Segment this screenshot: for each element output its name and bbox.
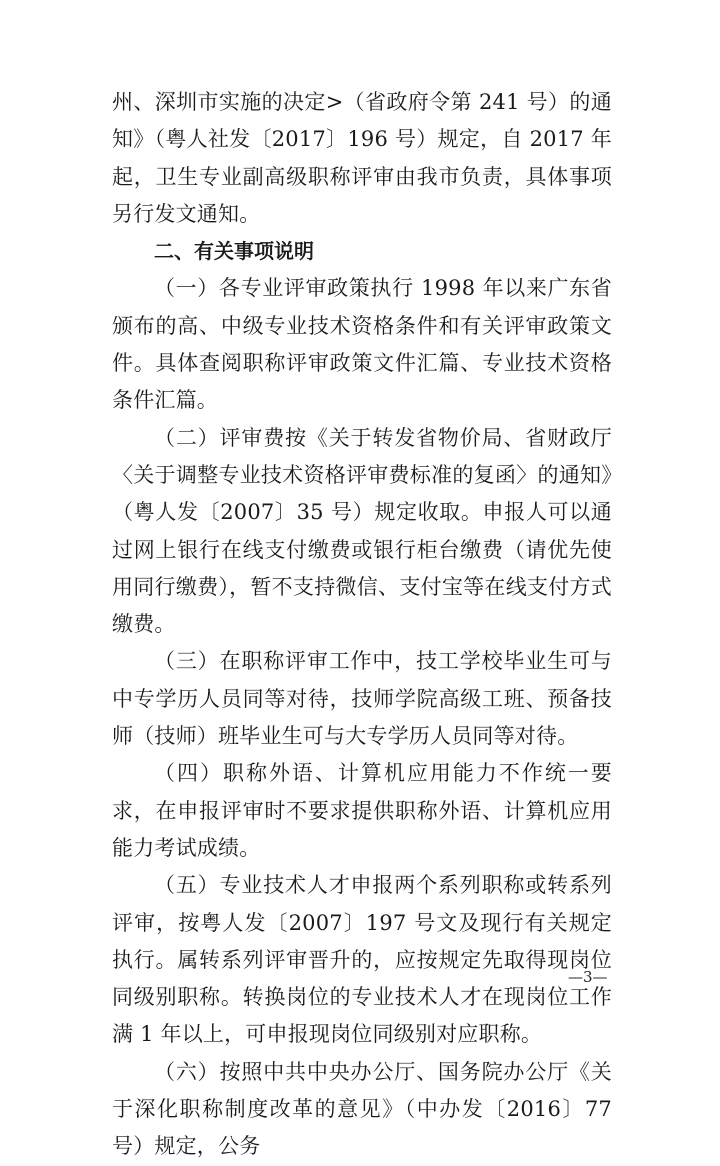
item-paragraph-4: （四）职称外语、计算机应用能力不作统一要求，在申报评审时不要求提供职称外语、计算机应用能力考试成绩。	[112, 761, 612, 860]
item-paragraph-2: （二）评审费按《关于转发省物价局、省财政厅〈关于调整专业技术资格评审费标准的复函〉的通知》（粤人发〔2007〕35 号）规定收取。申报人可以通过网上银行在线支付缴费或银行柜台缴费（请优先使用同行缴费），暂不支持微信、支付宝等在线支付方式缴费。	[112, 425, 612, 637]
item-paragraph-3: （三）在职称评审工作中，技工学校毕业生可与中专学历人员同等对待，技师学院高级工班、预备技师（技师）班毕业生可与大专学历人员同等对待。	[112, 649, 612, 749]
item-paragraph-1: （一）各专业评审政策执行 1998 年以来广东省颁布的高、中级专业技术资格条件和有关评审政策文件。具体查阅职称评审政策文件汇篇、专业技术资格条件汇篇。	[112, 276, 612, 413]
item-paragraph-6: （六）按照中共中央办公厅、国务院办公厅《关于深化职称制度改革的意见》（中办发〔2016〕77 号）规定，公务	[112, 1059, 612, 1159]
continued-paragraph: 州、深圳市实施的决定>（省政府令第 241 号）的通知》（粤人社发〔2017〕196 号）规定，自 2017 年起，卫生专业副高级职称评审由我市负责，具体事项另行发文通知。	[112, 90, 612, 226]
item-paragraph-5: （五）专业技术人才申报两个系列职称或转系列评审，按粤人发〔2007〕197 号文及现行有关规定执行。属转系列评审晋升的，应按规定先取得现岗位同级别职称。转换岗位的专业技术人才在现岗位工作满 1 年以上，可申报现岗位同级别对应职称。	[112, 873, 612, 1047]
page-number: —3—	[568, 968, 608, 986]
section-heading: 二、有关事项说明	[154, 239, 314, 264]
document-body	[112, 84, 612, 1166]
